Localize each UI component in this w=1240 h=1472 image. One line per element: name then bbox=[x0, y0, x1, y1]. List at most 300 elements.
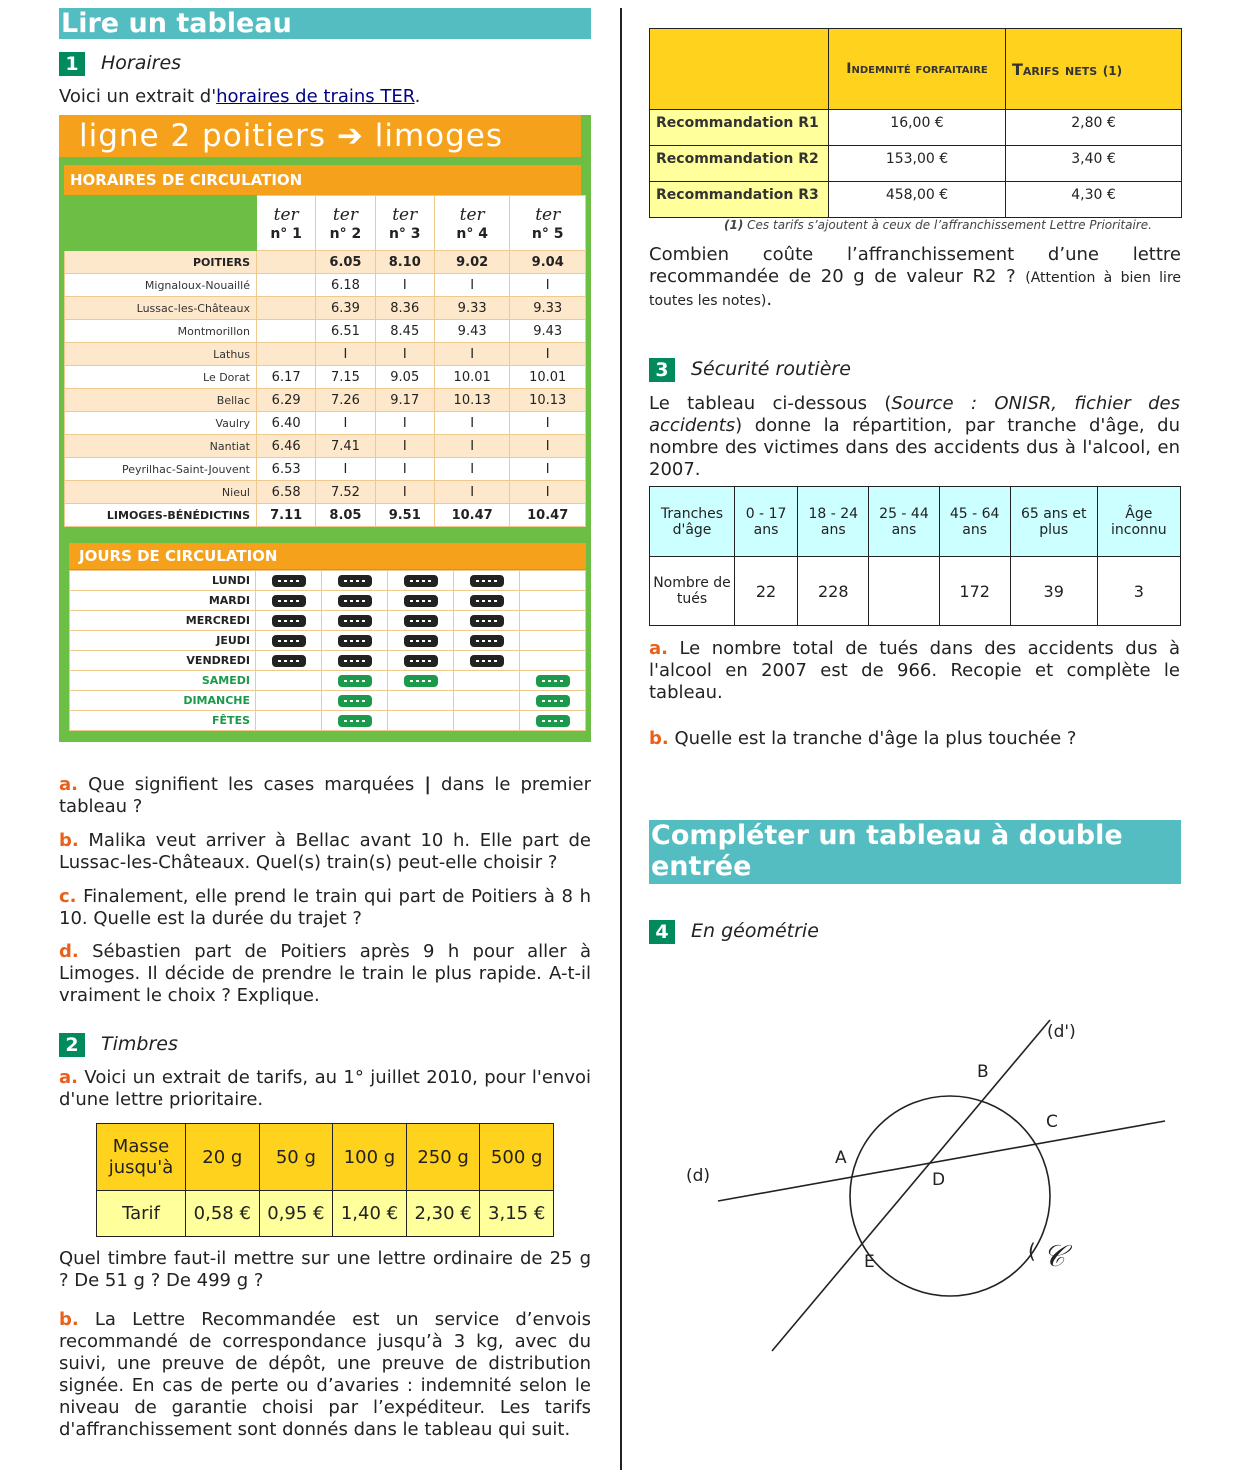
departure-time: I bbox=[434, 412, 510, 435]
train-runs-icon bbox=[404, 675, 438, 687]
departure-time: 8.45 bbox=[375, 320, 434, 343]
departure-time: 10.01 bbox=[434, 366, 510, 389]
question-label: d. bbox=[59, 941, 79, 962]
run-cell bbox=[322, 671, 388, 691]
run-cell bbox=[388, 711, 454, 731]
day-row bbox=[70, 651, 586, 671]
departure-time: I bbox=[434, 343, 510, 366]
run-cell bbox=[454, 691, 520, 711]
run-cell bbox=[388, 611, 454, 631]
train-number: n° 5 bbox=[531, 226, 564, 242]
exercise-4-heading bbox=[649, 918, 819, 944]
question-label: a. bbox=[59, 774, 78, 795]
question-text: La Lettre Recommandée est un service d’envois recommandé de correspondance jusqu’à 3 kg, avec du suivi, une preuve de dépôt, une preuve de distribution signée. En cas de perte ou d’avaries : indemnité selon le niveau de garantie choisi par l’expéditeur. Les tarifs d'affranchissement sont donnés dans le tableau qui suit. bbox=[59, 1309, 591, 1440]
price-cell: 0,58 € bbox=[186, 1191, 260, 1237]
train-runs-icon bbox=[470, 635, 504, 647]
departure-time: 10.13 bbox=[510, 389, 586, 412]
day-row bbox=[70, 711, 586, 731]
intro-text: Le tableau ci-dessous ( bbox=[649, 393, 892, 414]
departure-time: 6.17 bbox=[257, 366, 316, 389]
departure-time: I bbox=[510, 343, 586, 366]
timetable-line-title: ligne 2 poitiers ➔ limoges bbox=[59, 115, 581, 157]
exercise-title: Horaires bbox=[101, 52, 182, 74]
departure-time: I bbox=[316, 458, 375, 481]
departure-time bbox=[257, 251, 316, 274]
departure-time: 6.29 bbox=[257, 389, 316, 412]
source-text: Source : ONISR, fichier des accidents bbox=[649, 393, 1180, 436]
train-runs-icon bbox=[338, 655, 372, 667]
timetable-row bbox=[65, 274, 586, 297]
run-cell bbox=[388, 671, 454, 691]
train-header bbox=[434, 196, 510, 251]
departure-time: 6.39 bbox=[316, 297, 375, 320]
day-name: LUNDI bbox=[70, 571, 256, 591]
deaths-cell: 3 bbox=[1097, 557, 1180, 626]
reco-label: Recommandation R2 bbox=[650, 146, 829, 182]
stamp-price-table bbox=[96, 1123, 554, 1237]
exercise-number: 2 bbox=[59, 1033, 85, 1057]
schedule-table bbox=[64, 195, 586, 527]
train-runs-icon bbox=[272, 635, 306, 647]
station-name: Mignaloux-Nouaillé bbox=[65, 274, 257, 297]
timetable-row bbox=[65, 458, 586, 481]
column-divider bbox=[620, 8, 622, 1470]
day-name: MARDI bbox=[70, 591, 256, 611]
run-cell bbox=[454, 591, 520, 611]
reco-indemnity: 16,00 € bbox=[829, 110, 1006, 146]
run-cell bbox=[388, 651, 454, 671]
run-cell bbox=[256, 671, 322, 691]
ter-logo: ter bbox=[273, 205, 299, 225]
timetable-row bbox=[65, 481, 586, 504]
exercise-number: 1 bbox=[59, 52, 85, 76]
run-cell bbox=[322, 711, 388, 731]
days-table bbox=[69, 570, 586, 731]
label-b: B bbox=[977, 1062, 989, 1082]
timetable-row bbox=[65, 251, 586, 274]
train-runs-icon bbox=[338, 695, 372, 707]
reco-rate: 4,30 € bbox=[1006, 182, 1182, 218]
day-name: SAMEDI bbox=[70, 671, 256, 691]
header-indemnity: Indemnité forfaitaire bbox=[829, 29, 1006, 110]
departure-time bbox=[257, 343, 316, 366]
tarif-label-cell: Tarif bbox=[97, 1191, 186, 1237]
train-header bbox=[257, 196, 316, 251]
run-cell bbox=[454, 571, 520, 591]
run-cell bbox=[520, 691, 586, 711]
label-d: (d) bbox=[686, 1166, 711, 1186]
run-cell bbox=[388, 691, 454, 711]
label-d-prime: (d') bbox=[1047, 1022, 1076, 1042]
departure-time: I bbox=[375, 412, 434, 435]
departure-time: I bbox=[316, 412, 375, 435]
run-cell bbox=[454, 631, 520, 651]
label-c: C bbox=[1046, 1112, 1058, 1132]
question-text: Combien coûte l’affranchissement d’une lettre recommandée de 20 g de valeur R2 ? bbox=[649, 244, 1181, 287]
departure-time: 9.33 bbox=[510, 297, 586, 320]
mass-cell: 50 g bbox=[259, 1124, 333, 1191]
circle-c bbox=[850, 1096, 1050, 1296]
departure-time bbox=[257, 320, 316, 343]
timetable-row bbox=[65, 320, 586, 343]
run-cell bbox=[520, 631, 586, 651]
departure-time: I bbox=[510, 458, 586, 481]
question-text-end: dans le premier tableau ? bbox=[59, 774, 591, 817]
day-name: FÊTES bbox=[70, 711, 256, 731]
section-title-completer: Compléter un tableau à double entrée bbox=[649, 820, 1181, 884]
run-cell bbox=[388, 571, 454, 591]
train-runs-icon bbox=[470, 655, 504, 667]
station-name: Lathus bbox=[65, 343, 257, 366]
train-runs-icon bbox=[404, 635, 438, 647]
departure-time: 9.51 bbox=[375, 504, 434, 527]
station-name: Vaulry bbox=[65, 412, 257, 435]
departure-time: 7.52 bbox=[316, 481, 375, 504]
deaths-cell: 39 bbox=[1010, 557, 1097, 626]
days-header: JOURS DE CIRCULATION bbox=[69, 543, 586, 569]
day-row bbox=[70, 591, 586, 611]
departure-time: I bbox=[375, 343, 434, 366]
train-header bbox=[316, 196, 375, 251]
departure-time: 6.51 bbox=[316, 320, 375, 343]
bar-mark: | bbox=[424, 774, 431, 795]
train-number: n° 1 bbox=[270, 226, 302, 242]
train-runs-icon bbox=[272, 615, 306, 627]
ex2-stamp-question: Quel timbre faut-il mettre sur une lettre ordinaire de 25 g ? De 51 g ? De 499 g ? bbox=[59, 1248, 591, 1291]
geometry-figure bbox=[640, 1000, 1200, 1370]
line-d-prime bbox=[772, 1020, 1050, 1351]
exercise-number: 3 bbox=[649, 358, 675, 382]
mass-label-cell: Masse jusqu'à bbox=[97, 1124, 186, 1191]
run-cell bbox=[454, 671, 520, 691]
run-cell bbox=[256, 571, 322, 591]
departure-time: I bbox=[434, 458, 510, 481]
departure-time: 6.05 bbox=[316, 251, 375, 274]
station-name: Lussac-les-Châteaux bbox=[65, 297, 257, 320]
intro-text: Voici un extrait d' bbox=[59, 86, 217, 107]
run-cell bbox=[520, 671, 586, 691]
question-label: b. bbox=[59, 830, 79, 851]
footnote-mark: (1) bbox=[724, 218, 744, 232]
ex3-intro bbox=[649, 393, 1180, 481]
label-e: E bbox=[864, 1252, 875, 1272]
day-row bbox=[70, 671, 586, 691]
deaths-cell: 22 bbox=[735, 557, 798, 626]
run-cell bbox=[256, 651, 322, 671]
exercise-1-heading bbox=[59, 50, 181, 76]
departure-time: I bbox=[510, 481, 586, 504]
departure-time: I bbox=[510, 435, 586, 458]
departure-time: 9.17 bbox=[375, 389, 434, 412]
price-cell: 2,30 € bbox=[406, 1191, 480, 1237]
day-name: JEUDI bbox=[70, 631, 256, 651]
train-runs-icon bbox=[470, 615, 504, 627]
run-cell bbox=[520, 591, 586, 611]
exercise-2-heading bbox=[59, 1031, 178, 1057]
reco-indemnity: 458,00 € bbox=[829, 182, 1006, 218]
departure-time: 6.40 bbox=[257, 412, 316, 435]
run-cell bbox=[256, 611, 322, 631]
train-number: n° 3 bbox=[388, 226, 421, 242]
mass-cell: 500 g bbox=[480, 1124, 554, 1191]
ex2-question-a bbox=[59, 1067, 591, 1111]
question-text: Sébastien part de Poitiers après 9 h pour aller à Limoges. Il décide de prendre le train le plus rapide. A-t-il vraiment le choix ? Explique. bbox=[59, 941, 591, 1006]
question-label: a. bbox=[649, 638, 668, 659]
train-runs-icon bbox=[536, 675, 570, 687]
departure-time: 8.05 bbox=[316, 504, 375, 527]
ter-logo: ter bbox=[392, 205, 418, 225]
intro-text-end: ) donne la répartition, par tranche d'âge, du nombre des victimes dans des accidents dus à l'alcool, en 2007. bbox=[649, 415, 1180, 480]
age-range-cell: 25 - 44 ans bbox=[869, 487, 939, 557]
schedule-header: HORAIRES DE CIRCULATION bbox=[64, 165, 581, 195]
ex2-question-b bbox=[59, 1309, 591, 1441]
run-cell bbox=[520, 711, 586, 731]
reco-rate: 2,80 € bbox=[1006, 110, 1182, 146]
train-runs-icon bbox=[338, 675, 372, 687]
station-name: LIMOGES-BÉNÉDICTINS bbox=[65, 504, 257, 527]
reco-footnote bbox=[724, 218, 1152, 232]
question-label: a. bbox=[59, 1067, 78, 1088]
reco-rate: 3,40 € bbox=[1006, 146, 1182, 182]
run-cell bbox=[520, 571, 586, 591]
day-row bbox=[70, 571, 586, 591]
train-number: n° 4 bbox=[456, 226, 488, 242]
mass-cell: 20 g bbox=[186, 1124, 260, 1191]
run-cell bbox=[256, 691, 322, 711]
age-range-cell: 65 ans et plus bbox=[1010, 487, 1097, 557]
reco-row bbox=[650, 110, 1182, 146]
train-header bbox=[375, 196, 434, 251]
question-label: b. bbox=[59, 1309, 79, 1330]
train-runs-icon bbox=[404, 615, 438, 627]
train-runs-icon bbox=[404, 655, 438, 667]
departure-time: I bbox=[375, 435, 434, 458]
run-cell bbox=[388, 631, 454, 651]
train-runs-icon bbox=[338, 635, 372, 647]
departure-time: I bbox=[316, 343, 375, 366]
run-cell bbox=[454, 711, 520, 731]
train-runs-icon bbox=[272, 655, 306, 667]
age-range-cell: 18 - 24 ans bbox=[798, 487, 869, 557]
day-row bbox=[70, 631, 586, 651]
header-empty-cell bbox=[650, 29, 829, 110]
alcohol-accidents-table bbox=[649, 486, 1181, 626]
departure-time: 7.26 bbox=[316, 389, 375, 412]
deaths-label: Nombre de tués bbox=[650, 557, 735, 626]
train-runs-icon bbox=[404, 575, 438, 587]
station-name: Peyrilhac-Saint-Jouvent bbox=[65, 458, 257, 481]
reco-row bbox=[650, 182, 1182, 218]
departure-time: 9.05 bbox=[375, 366, 434, 389]
price-cell: 3,15 € bbox=[480, 1191, 554, 1237]
departure-time: I bbox=[434, 481, 510, 504]
header-corner bbox=[65, 196, 257, 251]
section-title-lire: Lire un tableau bbox=[59, 8, 591, 39]
timetable-row bbox=[65, 343, 586, 366]
departure-time: 8.10 bbox=[375, 251, 434, 274]
ter-logo: ter bbox=[459, 205, 485, 225]
train-runs-icon bbox=[338, 595, 372, 607]
run-cell bbox=[322, 691, 388, 711]
run-cell bbox=[388, 591, 454, 611]
departure-time: 9.02 bbox=[434, 251, 510, 274]
departure-time: 8.36 bbox=[375, 297, 434, 320]
departure-time: 9.43 bbox=[434, 320, 510, 343]
departure-time: I bbox=[434, 435, 510, 458]
timetable-row bbox=[65, 412, 586, 435]
day-name: MERCREDI bbox=[70, 611, 256, 631]
question-label: c. bbox=[59, 886, 77, 907]
question-note: (Attention à bien lire toutes les notes) bbox=[649, 270, 1181, 309]
train-header bbox=[510, 196, 586, 251]
departure-time: 10.01 bbox=[510, 366, 586, 389]
exercise-title: Timbres bbox=[101, 1033, 178, 1055]
run-cell bbox=[322, 631, 388, 651]
run-cell bbox=[322, 571, 388, 591]
departure-time: I bbox=[375, 458, 434, 481]
departure-time: 10.47 bbox=[434, 504, 510, 527]
age-range-cell: 0 - 17 ans bbox=[735, 487, 798, 557]
label-circle: 𝒞 bbox=[1043, 1239, 1065, 1274]
label-circle-paren: ( bbox=[1028, 1239, 1036, 1263]
departure-time: 7.41 bbox=[316, 435, 375, 458]
run-cell bbox=[520, 651, 586, 671]
run-cell bbox=[520, 611, 586, 631]
ex1-question-d bbox=[59, 941, 591, 1007]
price-cell: 0,95 € bbox=[259, 1191, 333, 1237]
train-runs-icon bbox=[404, 595, 438, 607]
train-timetable bbox=[59, 115, 591, 742]
run-cell bbox=[454, 651, 520, 671]
timetable-row bbox=[65, 389, 586, 412]
run-cell bbox=[322, 611, 388, 631]
reco-label: Recommandation R3 bbox=[650, 182, 829, 218]
deaths-cell[interactable] bbox=[869, 557, 939, 626]
train-runs-icon bbox=[338, 715, 372, 727]
departure-time: I bbox=[434, 274, 510, 297]
question-end: . bbox=[766, 289, 773, 310]
run-cell bbox=[454, 611, 520, 631]
departure-time: 7.11 bbox=[257, 504, 316, 527]
age-range-label: Tranches d'âge bbox=[650, 487, 735, 557]
run-cell bbox=[256, 631, 322, 651]
departure-time bbox=[257, 297, 316, 320]
mass-cell: 250 g bbox=[406, 1124, 480, 1191]
exercise-number: 4 bbox=[649, 920, 675, 944]
station-name: Nantiat bbox=[65, 435, 257, 458]
ex1-question-b bbox=[59, 830, 591, 874]
label-a: A bbox=[835, 1148, 847, 1168]
departure-time: 9.43 bbox=[510, 320, 586, 343]
departure-time: 10.13 bbox=[434, 389, 510, 412]
day-row bbox=[70, 691, 586, 711]
price-cell: 1,40 € bbox=[333, 1191, 407, 1237]
ex1-question-c bbox=[59, 886, 591, 930]
train-runs-icon bbox=[470, 575, 504, 587]
departure-time: 9.33 bbox=[434, 297, 510, 320]
run-cell bbox=[256, 591, 322, 611]
timetable-row bbox=[65, 366, 586, 389]
train-runs-icon bbox=[338, 615, 372, 627]
ex3-question-b bbox=[649, 728, 1180, 750]
timetable-row bbox=[65, 504, 586, 527]
ter-logo: ter bbox=[332, 205, 358, 225]
run-cell bbox=[256, 711, 322, 731]
departure-time: I bbox=[375, 274, 434, 297]
footnote-text: Ces tarifs s’ajoutent à ceux de l’affranchissement Lettre Prioritaire. bbox=[747, 218, 1152, 232]
train-runs-icon bbox=[536, 695, 570, 707]
departure-time: 6.46 bbox=[257, 435, 316, 458]
station-name: Le Dorat bbox=[65, 366, 257, 389]
train-runs-icon bbox=[272, 575, 306, 587]
day-name: VENDREDI bbox=[70, 651, 256, 671]
mass-cell: 100 g bbox=[333, 1124, 407, 1191]
day-row bbox=[70, 611, 586, 631]
question-text: Quelle est la tranche d'âge la plus touchée ? bbox=[674, 728, 1077, 749]
question-text: Voici un extrait de tarifs, au 1° juillet 2010, pour l'envoi d'une lettre prioritaire. bbox=[59, 1067, 591, 1110]
question-text: Que signifient les cases marquées bbox=[88, 774, 425, 795]
station-name: Montmorillon bbox=[65, 320, 257, 343]
run-cell bbox=[322, 591, 388, 611]
departure-time bbox=[257, 274, 316, 297]
departure-time: I bbox=[510, 274, 586, 297]
departure-time: 6.53 bbox=[257, 458, 316, 481]
reco-row bbox=[650, 146, 1182, 182]
departure-time: I bbox=[510, 412, 586, 435]
exercise-title: Sécurité routière bbox=[691, 358, 851, 380]
reco-label: Recommandation R1 bbox=[650, 110, 829, 146]
header-net-rates bbox=[1006, 29, 1182, 110]
question-text: Finalement, elle prend le train qui part de Poitiers à 8 h 10. Quelle est la durée du trajet ? bbox=[59, 886, 591, 929]
reco-question bbox=[649, 244, 1181, 312]
ex1-question-a bbox=[59, 774, 591, 818]
ex3-question-a bbox=[649, 638, 1180, 704]
departure-time: 6.18 bbox=[316, 274, 375, 297]
deaths-cell: 228 bbox=[798, 557, 869, 626]
intro-end: . bbox=[414, 86, 421, 107]
exercise-title: En géométrie bbox=[691, 920, 819, 942]
train-runs-icon bbox=[272, 595, 306, 607]
question-label: b. bbox=[649, 728, 669, 749]
train-number: n° 2 bbox=[329, 226, 362, 242]
train-runs-icon bbox=[338, 575, 372, 587]
exercise-3-heading bbox=[649, 356, 851, 382]
ex1-intro bbox=[59, 86, 591, 108]
day-name: DIMANCHE bbox=[70, 691, 256, 711]
label-d-point: D bbox=[932, 1170, 946, 1190]
ter-timetable-link[interactable]: horaires de trains TER bbox=[216, 86, 415, 107]
run-cell bbox=[322, 651, 388, 671]
departure-time: I bbox=[375, 481, 434, 504]
age-range-cell: 45 - 64 ans bbox=[939, 487, 1010, 557]
train-runs-icon bbox=[536, 715, 570, 727]
departure-time: 10.47 bbox=[510, 504, 586, 527]
ter-logo: ter bbox=[535, 205, 561, 225]
departure-time: 7.15 bbox=[316, 366, 375, 389]
station-name: Bellac bbox=[65, 389, 257, 412]
registered-mail-table bbox=[649, 28, 1182, 218]
timetable-row bbox=[65, 435, 586, 458]
net-rates-label: Tarifs nets bbox=[1012, 59, 1098, 79]
age-range-cell: Âge inconnu bbox=[1097, 487, 1180, 557]
reco-indemnity: 153,00 € bbox=[829, 146, 1006, 182]
timetable-row bbox=[65, 297, 586, 320]
deaths-cell: 172 bbox=[939, 557, 1010, 626]
footnote-ref: (1) bbox=[1102, 63, 1123, 78]
departure-time: 6.58 bbox=[257, 481, 316, 504]
departure-time: 9.04 bbox=[510, 251, 586, 274]
station-name: POITIERS bbox=[65, 251, 257, 274]
